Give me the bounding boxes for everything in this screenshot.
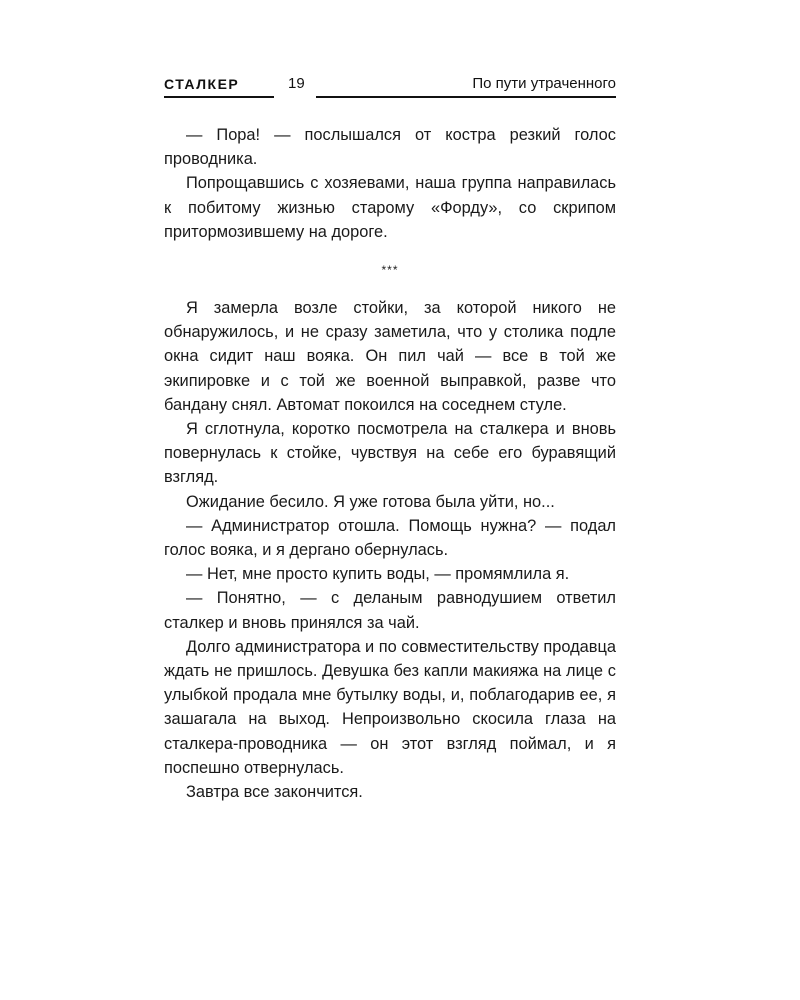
paragraph: Я сглотнула, коротко посмотрела на сталкера и вновь повернулась к стойке, чувствуя на себе его буравящий взгляд. — [164, 420, 616, 487]
paragraph: Я замерла возле стойки, за которой никого не обнаружилось, и не сразу заметила, что у столика подле окна сидит наш вояка. Он пил чай — все в той же экипировке и с той же военной выправкой, разве что бандану снял. Автомат покоился на соседнем стуле. — [164, 299, 616, 414]
paragraph: — Администратор отошла. Помощь нужна? — подал голос вояка, и я дергано обернулась. — [164, 516, 616, 560]
book-page — [164, 70, 616, 804]
series-name: СТАЛКЕР — [164, 76, 240, 92]
paragraph: — Понятно, — с деланым равнодушием ответил сталкер и вновь принялся за чай. — [164, 589, 616, 632]
running-header — [164, 70, 616, 100]
paragraph: Долго администратора и по совместительству продавца ждать не пришлось. Девушка без капли макияжа на лице с улыбкой продала мне бутылку воды, и, поблагодарив ее, я зашагала на выход. Непроизвольно скосила глаза на сталкера-проводника — он этот взгляд поймал, и я поспешно отвернулась. — [164, 637, 616, 777]
page-number: 19 — [288, 75, 305, 92]
paragraph: Ожидание бесило. Я уже готова была уйти, но... — [186, 492, 555, 511]
header-rule-right — [316, 96, 616, 98]
paragraph: — Нет, мне просто купить воды, — промямлила я. — [186, 565, 570, 584]
paragraph: Завтра все закончится. — [186, 783, 363, 802]
book-title: По пути утраченного — [472, 75, 616, 92]
scene-separator: *** — [381, 263, 399, 278]
body-text — [164, 123, 616, 804]
paragraph: Попрощавшись с хозяевами, наша группа направилась к побитому жизнью старому «Форду», со скрипом притормозившему на дороге. — [164, 174, 616, 241]
header-rule-left — [164, 96, 274, 98]
paragraph: — Пора! — послышался от костра резкий голос проводника. — [164, 126, 616, 169]
